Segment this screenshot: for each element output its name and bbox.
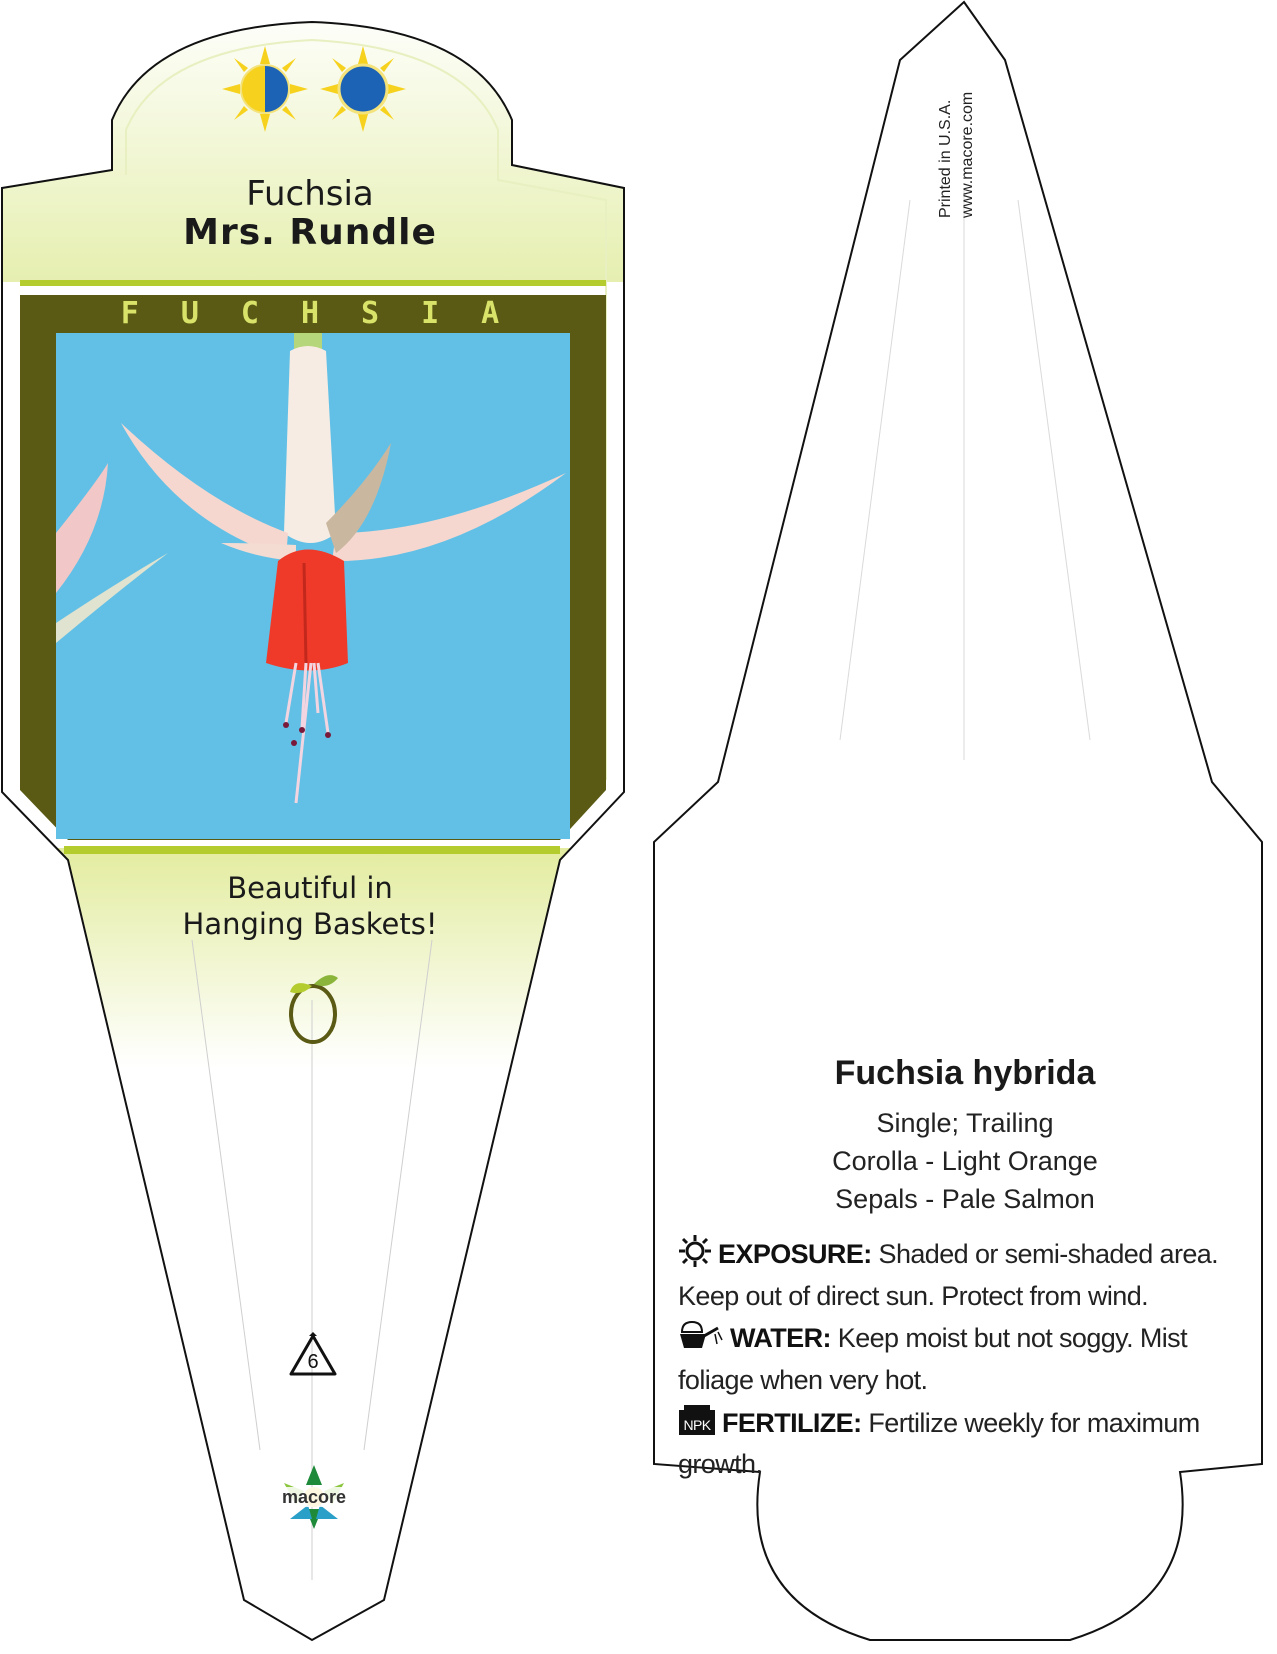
flower-photo (56, 333, 570, 839)
detail-sepals: Sepals - Pale Salmon (835, 1184, 1095, 1214)
botanical-name: Fuchsia hybrida (834, 1054, 1096, 1092)
tagline-line-2: Hanging Baskets! (182, 907, 438, 941)
care-water-text: Keep moist but not soggy. Mist foliage when very hot. (678, 1323, 1187, 1395)
printed-line-1: Printed in U.S.A. (937, 99, 954, 218)
care-exposure-label: EXPOSURE: (718, 1239, 872, 1270)
printed-info (935, 48, 976, 218)
band-label: FUCHSIA (120, 296, 542, 331)
care-fertilize-text: Fertilize weekly for maximum growth. (678, 1408, 1200, 1479)
recycle-code: 6 (307, 1351, 319, 1373)
printed-line-2: www.macore.com (959, 91, 976, 218)
sun-icon (678, 1234, 712, 1278)
recycle-icon (285, 1332, 341, 1382)
care-water-label: WATER: (730, 1323, 831, 1354)
care-water (678, 1318, 1238, 1399)
tagline (60, 870, 560, 942)
npk-icon (678, 1404, 716, 1446)
tagline-line-1: Beautiful in (227, 871, 393, 905)
watering-can-icon (678, 1318, 724, 1362)
care-exposure-text: Shaded or semi-shaded area. Keep out of direct sun. Protect from wind. (678, 1239, 1219, 1311)
npk-label: NPK (683, 1417, 711, 1433)
full-shade-icon (318, 44, 408, 134)
detail-corolla: Corolla - Light Orange (832, 1146, 1098, 1176)
part-sun-icon (220, 44, 310, 134)
detail-habit: Single; Trailing (876, 1108, 1054, 1138)
genus-name: Fuchsia (246, 174, 374, 214)
care-exposure (678, 1234, 1238, 1315)
cultivar-name: Mrs. Rundle (183, 212, 437, 253)
brand-name: macore (281, 1487, 347, 1507)
care-fertilize-label: FERTILIZE: (722, 1408, 862, 1439)
care-fertilize (678, 1404, 1238, 1483)
seed-leaf-icon (284, 970, 342, 1046)
